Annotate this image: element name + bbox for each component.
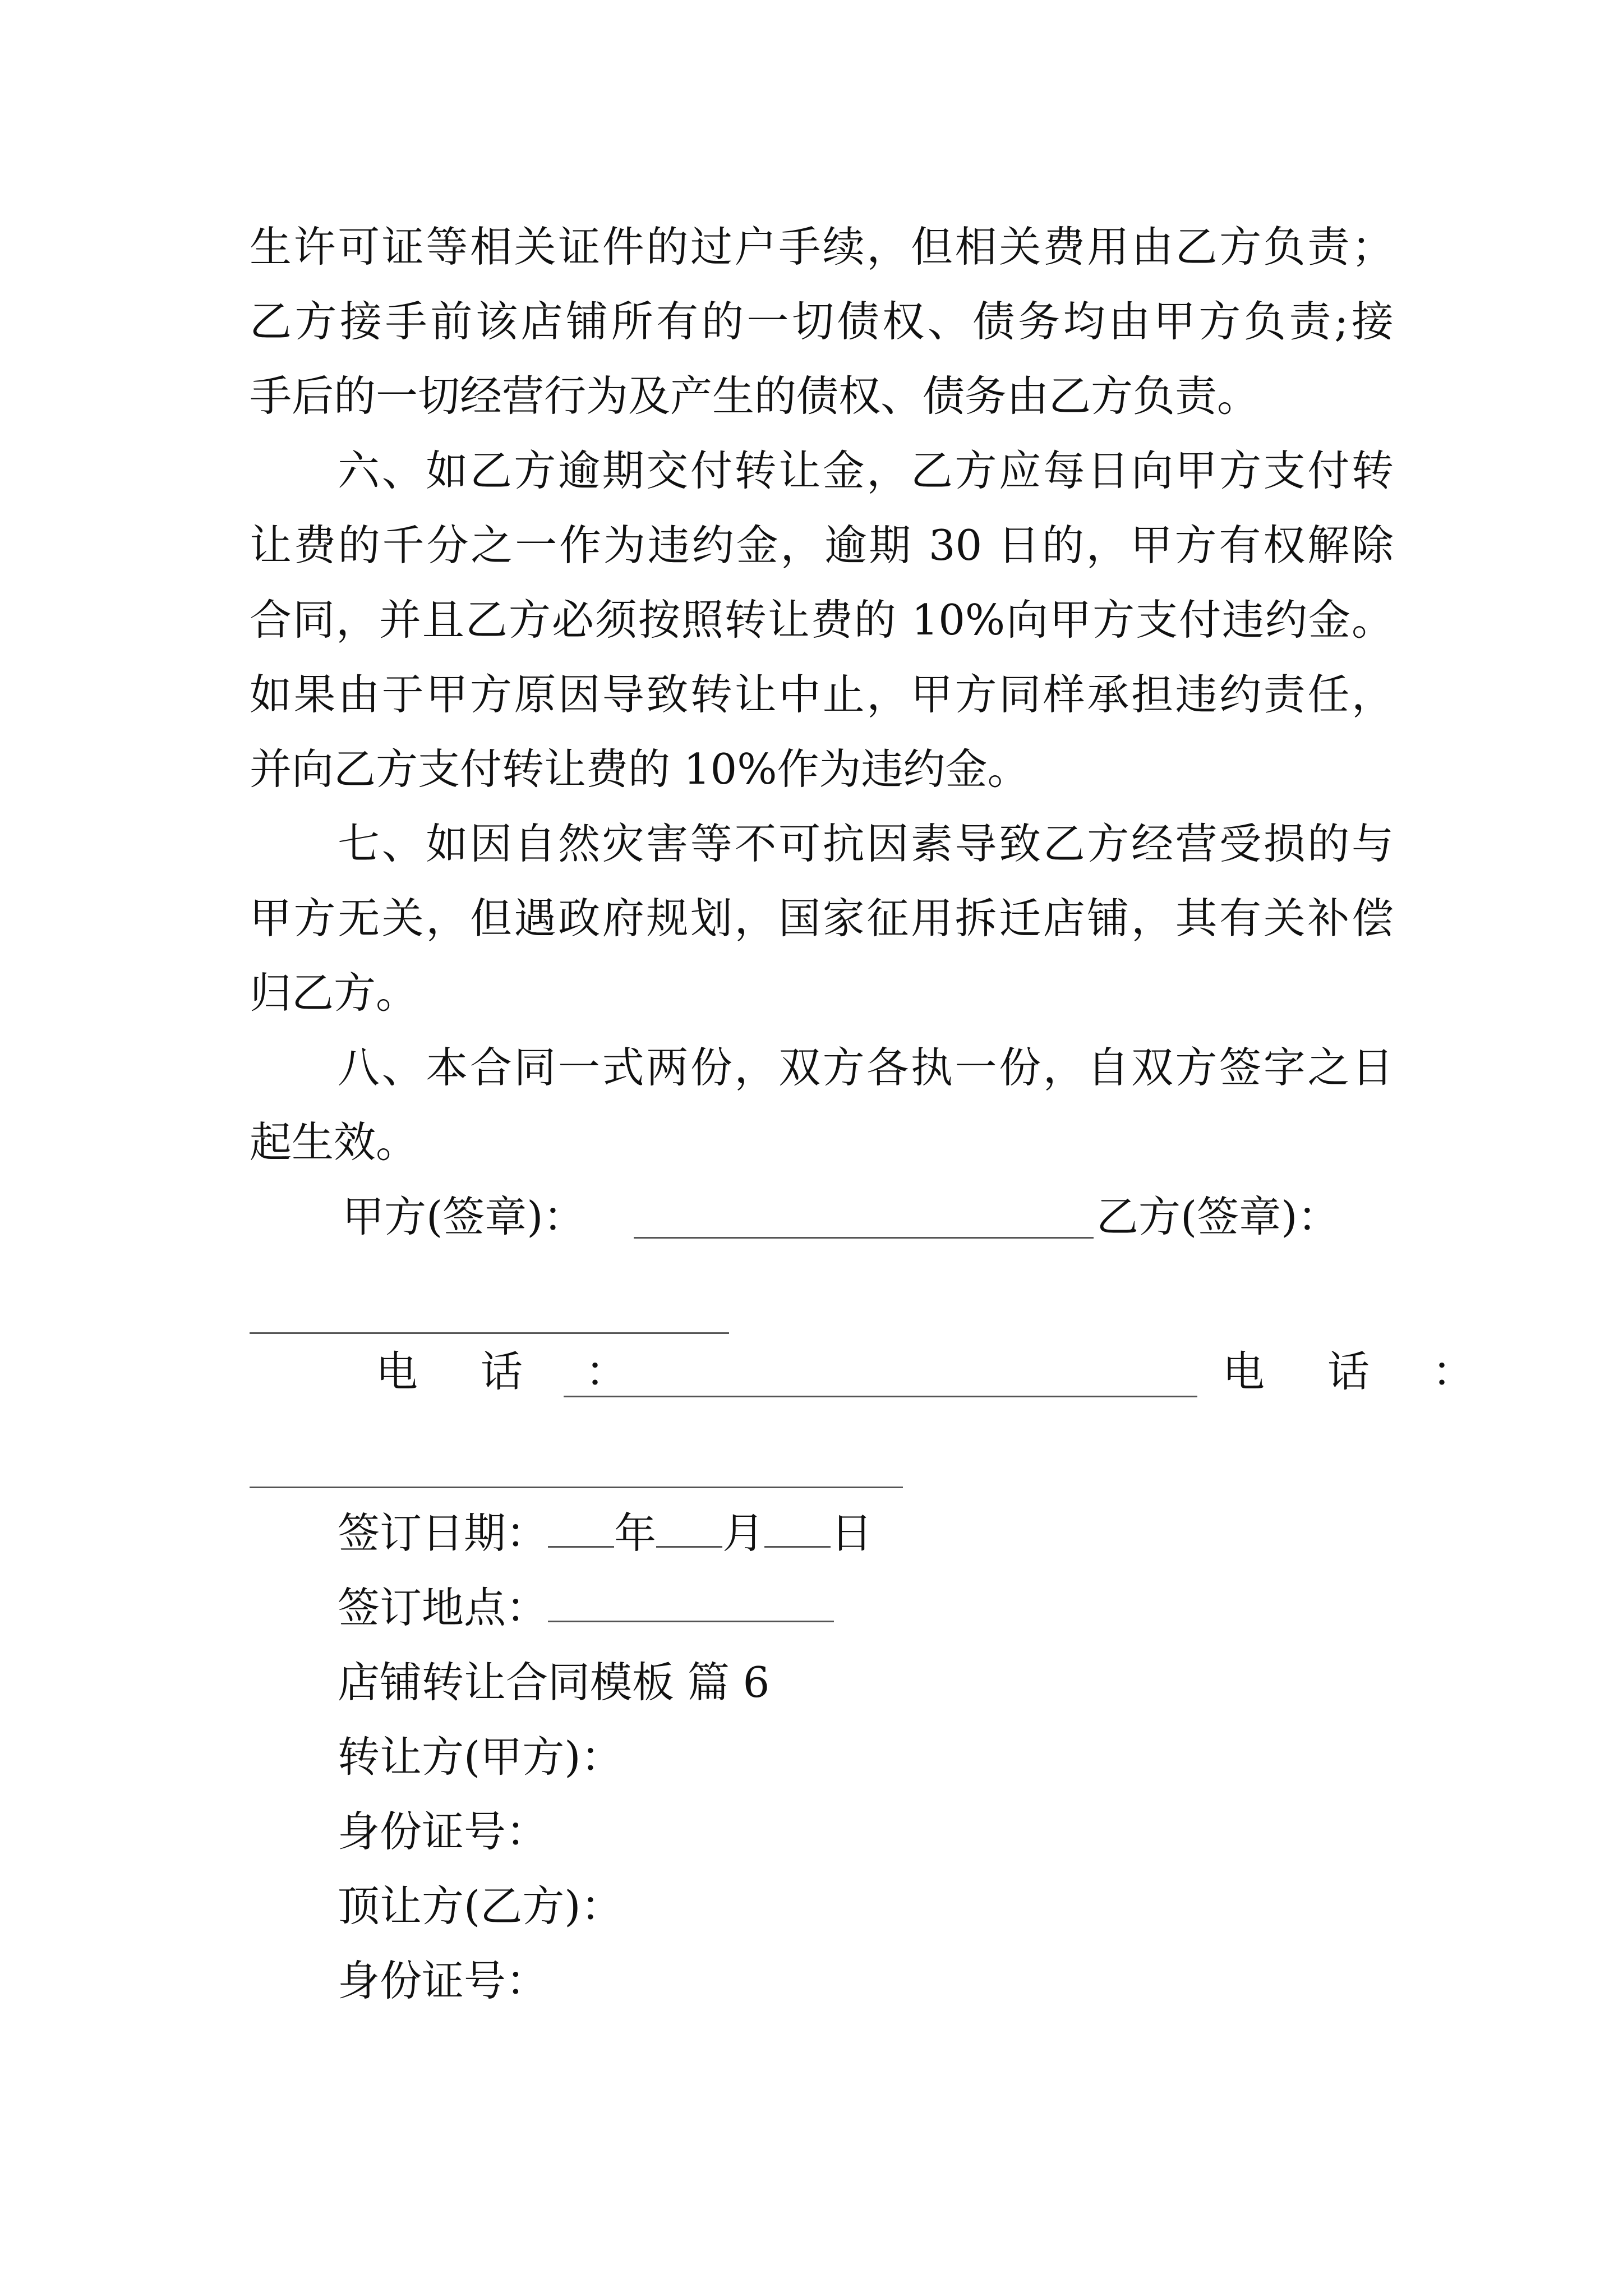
party-b-signature-blank <box>250 1332 729 1334</box>
id-number-label-a: 身份证号： <box>338 1807 548 1856</box>
paragraph-line: 如果由于甲方原因导致转让中止，甲方同样承担违约责任， <box>250 670 1394 719</box>
clause-eight-line: 八、本合同一式两份，双方各执一份，自双方签字之日 <box>338 1043 1394 1092</box>
day-blank <box>764 1507 831 1548</box>
transferee-label: 顶让方(乙方)： <box>338 1881 623 1931</box>
phone-a-blank <box>564 1396 1197 1397</box>
signing-place-row <box>338 1580 834 1636</box>
party-a-signature-label: 甲方(签章)： <box>342 1192 585 1241</box>
paragraph-line: 起生效。 <box>250 1117 418 1167</box>
year-label: 年 <box>614 1508 657 1558</box>
paragraph-line: 甲方无关，但遇政府规划，国家征用拆迁店铺，其有关补偿 <box>250 894 1394 943</box>
section-title: 店铺转让合同模板 篇 6 <box>338 1658 770 1707</box>
day-label: 日 <box>831 1508 873 1558</box>
signing-place-blank <box>548 1581 834 1622</box>
month-blank <box>656 1507 722 1548</box>
paragraph-line: 并向乙方支付转让费的 10%作为违约金。 <box>250 744 1030 794</box>
phone-label-b: 电 话 ： <box>1223 1347 1499 1396</box>
signing-date-label: 签订日期： <box>338 1508 548 1558</box>
party-a-signature-blank <box>634 1237 1094 1239</box>
signing-date-row <box>338 1505 873 1561</box>
id-number-label-b: 身份证号： <box>338 1956 548 2005</box>
clause-six-line: 六、如乙方逾期交付转让金，乙方应每日向甲方支付转 <box>338 446 1394 495</box>
transferor-label: 转让方(甲方)： <box>338 1732 623 1782</box>
paragraph-line: 生许可证等相关证件的过户手续，但相关费用由乙方负责； <box>250 222 1394 272</box>
paragraph-line: 乙方接手前该店铺所有的一切债权、债务均由甲方负责;接 <box>250 297 1394 346</box>
month-label: 月 <box>722 1508 765 1558</box>
clause-seven-line: 七、如因自然灾害等不可抗因素导致乙方经营受损的与 <box>338 819 1394 868</box>
paragraph-line: 手后的一切经营行为及产生的债权、债务由乙方负责。 <box>250 371 1260 421</box>
party-b-signature-label: 乙方(签章)： <box>1096 1192 1340 1241</box>
paragraph-line: 让费的千分之一作为违约金，逾期 30 日的，甲方有权解除 <box>250 521 1394 570</box>
phone-label-a: 电 话 ： <box>376 1347 652 1396</box>
year-blank <box>548 1507 614 1548</box>
paragraph-line: 归乙方。 <box>250 968 418 1018</box>
signing-place-label: 签订地点： <box>338 1583 548 1632</box>
phone-b-blank <box>250 1487 903 1488</box>
paragraph-line: 合同，并且乙方必须按照转让费的 10%向甲方支付违约金。 <box>250 595 1394 645</box>
